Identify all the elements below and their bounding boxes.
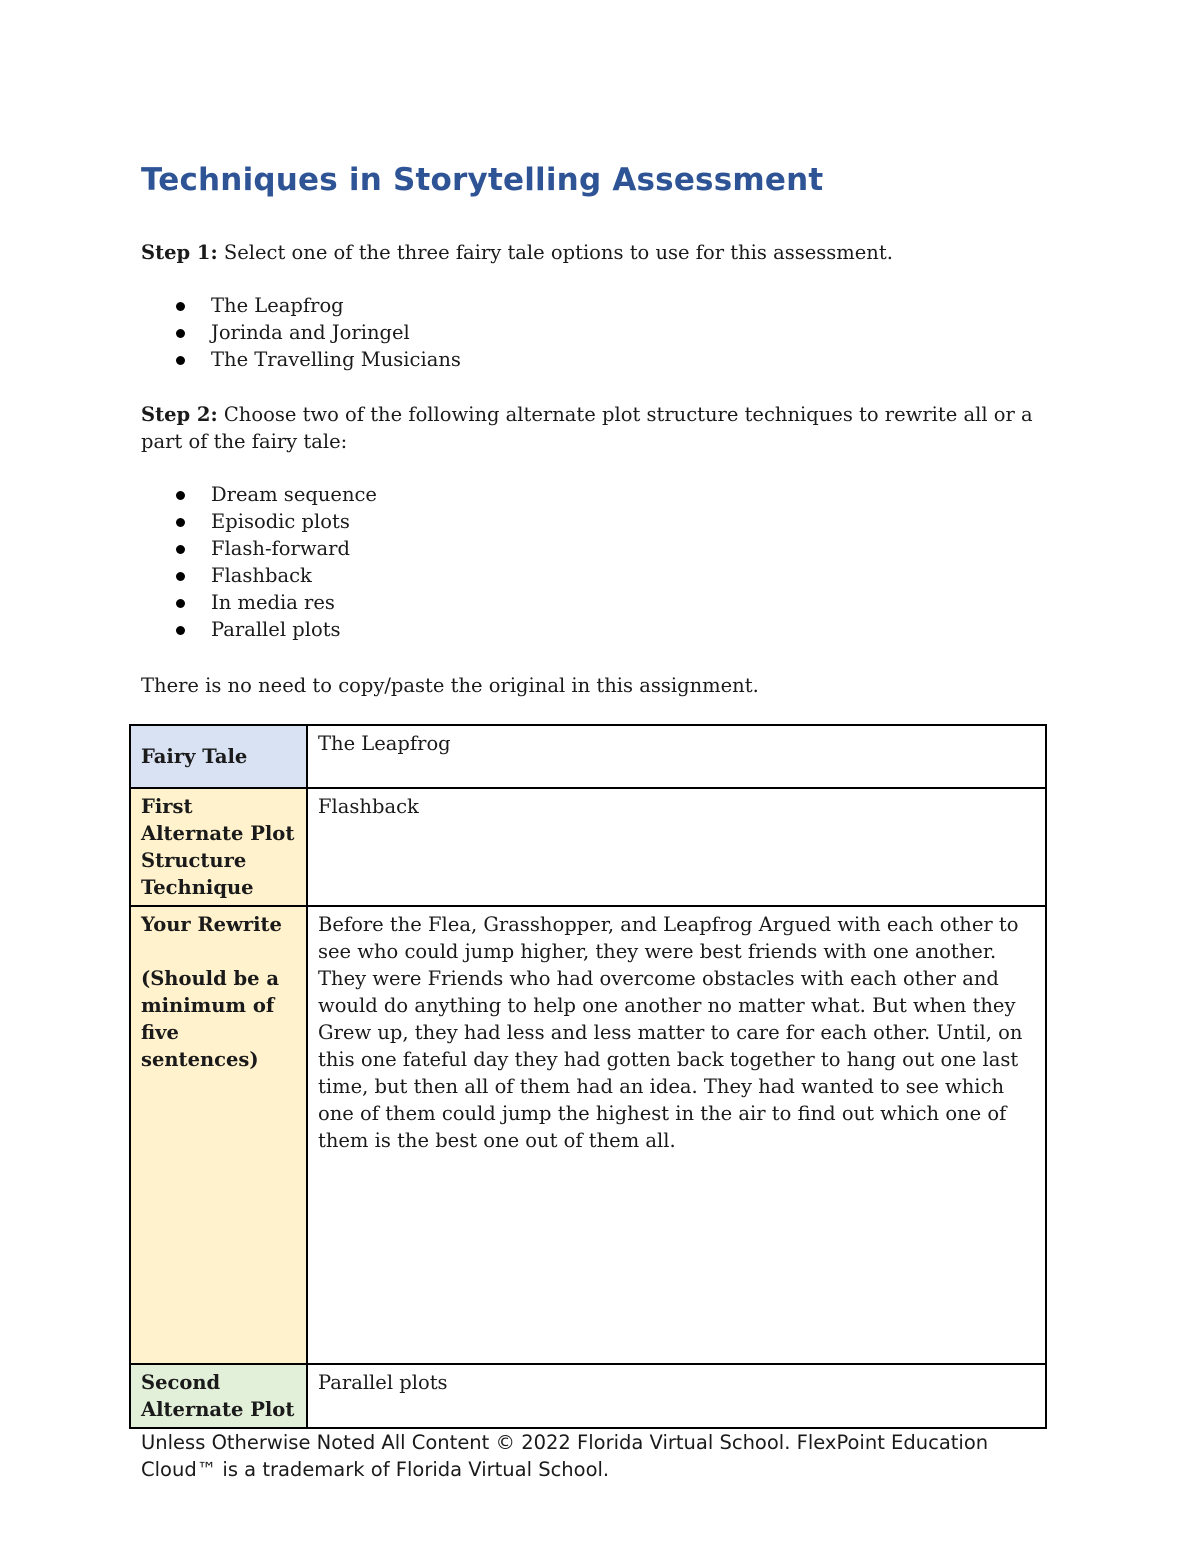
step-1-instruction	[141, 239, 893, 266]
rewrite-label-cell	[130, 906, 307, 1364]
step-2-label: Step 2:	[141, 403, 218, 426]
first-technique-value[interactable]: Flashback	[307, 788, 1046, 906]
table-row	[130, 1364, 1046, 1428]
fairy-tale-value[interactable]: The Leapfrog	[307, 725, 1046, 788]
bullet-icon	[176, 356, 185, 365]
bullet-icon	[176, 302, 185, 311]
table-row	[130, 906, 1046, 1364]
rewrite-requirement-note: (Should be a minimum of five sentences)	[141, 967, 279, 1071]
step-2-text: Choose two of the following alternate plot structure techniques to rewrite all or a part of the fairy tale:	[141, 403, 1033, 453]
table-row	[130, 788, 1046, 906]
step-1-text: Select one of the three fairy tale options to use for this assessment.	[217, 241, 893, 264]
bullet-icon	[176, 626, 185, 635]
copyright-footer: Unless Otherwise Noted All Content © 2022 Florida Virtual School. FlexPoint Education Cloud™ is a trademark of Florida Virtual School.	[141, 1431, 989, 1481]
rewrite-label: Your Rewrite	[141, 913, 282, 936]
second-technique-label: Second Alternate Plot	[130, 1364, 307, 1428]
bullet-icon	[176, 329, 185, 338]
bullet-icon	[176, 599, 185, 608]
fairy-tale-options-list	[141, 292, 461, 373]
assessment-table	[129, 724, 1047, 1429]
list-item: Flashback	[141, 562, 377, 589]
list-item: Flash-forward	[141, 535, 377, 562]
no-copy-note: There is no need to copy/paste the original in this assignment.	[141, 674, 759, 697]
list-item: Dream sequence	[141, 481, 377, 508]
list-item: In media res	[141, 589, 377, 616]
page-title: Techniques in Storytelling Assessment	[141, 162, 824, 198]
bullet-icon	[176, 545, 185, 554]
bullet-icon	[176, 518, 185, 527]
step-1-label: Step 1:	[141, 241, 218, 264]
list-item: Jorinda and Joringel	[141, 319, 461, 346]
bullet-icon	[176, 491, 185, 500]
list-item: Parallel plots	[141, 616, 377, 643]
list-item: Episodic plots	[141, 508, 377, 535]
rewrite-value[interactable]: Before the Flea, Grasshopper, and Leapfrog Argued with each other to see who could jump higher, they were best friends with one another. They were Friends who had overcome obstacles with each other and would do anything to help one another no matter what. But when they Grew up, they had less and less matter to care for each other. Until, on this one fateful day they had gotten back together to hang out one last time, but then all of them had an idea. They had wanted to see which one of them could jump the highest in the air to find out which one of them is the best one out of them all.	[307, 906, 1046, 1364]
first-technique-label: First Alternate Plot Structure Technique	[130, 788, 307, 906]
list-item: The Leapfrog	[141, 292, 461, 319]
step-2-instruction	[141, 401, 1061, 455]
list-item: The Travelling Musicians	[141, 346, 461, 373]
table-row	[130, 725, 1046, 788]
bullet-icon	[176, 572, 185, 581]
technique-options-list	[141, 481, 377, 643]
second-technique-value[interactable]: Parallel plots	[307, 1364, 1046, 1428]
fairy-tale-label: Fairy Tale	[130, 725, 307, 788]
